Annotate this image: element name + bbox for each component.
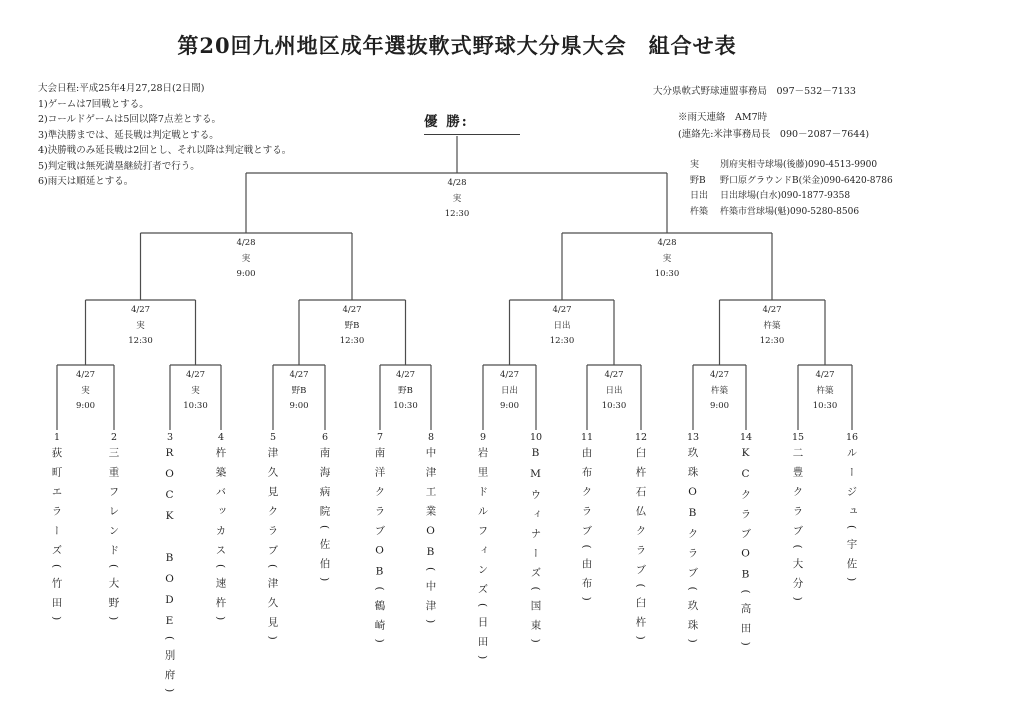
venue-detail: 日出球場(白水)090-1877-9358 xyxy=(720,191,851,201)
game-date: 4/28 xyxy=(447,178,467,188)
team-entry xyxy=(163,431,178,701)
game-label-r1-6 xyxy=(602,368,627,415)
team-name-text: BMウィナーズ xyxy=(529,447,542,587)
rule-item: 1)ゲームは7回戦とする。 xyxy=(38,98,149,110)
team-name xyxy=(686,447,701,652)
team-name-text: 岩里ドルフィンズ xyxy=(476,447,489,603)
game-date: 4/27 xyxy=(342,305,362,315)
game-date: 4/27 xyxy=(289,370,309,380)
game-venue: 実 xyxy=(81,385,90,396)
game-venue: 野B xyxy=(291,385,307,396)
game-label-qf-3 xyxy=(550,303,575,350)
rule-item: 4)決勝戦のみ延長戦は2回とし、それ以降は判定戦とする。 xyxy=(38,145,292,156)
team-name-text: 南海病院 xyxy=(318,447,331,525)
game-time: 10:30 xyxy=(183,401,208,411)
game-venue: 野B xyxy=(398,385,413,396)
team-name-text: 荻町エラーズ xyxy=(50,447,63,564)
game-date: 4/27 xyxy=(552,305,572,315)
team-name xyxy=(318,447,333,590)
game-label-r1-5 xyxy=(500,368,519,415)
team-name xyxy=(373,447,388,652)
team-number: 4 xyxy=(217,432,225,443)
game-venue: 実 xyxy=(241,253,251,264)
rule-item: 6)雨天は順延とする。 xyxy=(38,176,134,187)
team-region: (大分) xyxy=(791,544,804,610)
team-number: 13 xyxy=(686,432,700,443)
team-number: 1 xyxy=(53,432,61,443)
team-number: 15 xyxy=(791,432,805,443)
game-venue: 日出 xyxy=(500,385,518,396)
office-contact: 大分県軟式野球連盟事務局 097－532－7133 xyxy=(653,86,856,97)
team-entry xyxy=(424,431,439,632)
game-label-r1-8 xyxy=(813,368,838,415)
venue-detail: 別府実相寺球場(後藤)090-4513-9900 xyxy=(720,160,878,170)
team-entry xyxy=(214,431,229,629)
game-label-final xyxy=(445,176,470,223)
team-number: 3 xyxy=(166,432,174,443)
team-region: (津久見) xyxy=(266,564,279,649)
game-venue: 日出 xyxy=(605,385,623,396)
team-name xyxy=(424,447,439,632)
team-entry xyxy=(686,431,701,652)
team-name-text: 三重フレンド xyxy=(107,447,120,564)
game-label-qf-4 xyxy=(760,303,785,350)
rule-item: 2)コールドゲームは5回以降7点差とする。 xyxy=(38,114,221,125)
game-time: 10:30 xyxy=(393,401,418,411)
team-name xyxy=(266,447,281,649)
game-date: 4/27 xyxy=(815,370,835,380)
team-name xyxy=(580,447,595,610)
game-time: 9:00 xyxy=(75,401,96,411)
team-region: (大野) xyxy=(107,564,120,630)
game-date: 4/28 xyxy=(657,238,677,248)
team-number: 2 xyxy=(110,432,118,443)
game-label-qf-1 xyxy=(128,303,153,350)
venue-detail: 野口原グラウンドB(栄金)090-6420-8786 xyxy=(720,175,893,186)
team-region: (宇佐) xyxy=(845,525,858,591)
team-number: 14 xyxy=(739,432,753,443)
game-time: 10:30 xyxy=(812,401,838,411)
game-label-r1-2 xyxy=(183,368,208,415)
team-region: (高田) xyxy=(739,589,752,655)
team-number: 8 xyxy=(427,432,435,443)
game-time: 9:00 xyxy=(499,401,520,411)
game-time: 10:30 xyxy=(654,269,680,279)
team-region: (佐伯) xyxy=(318,525,331,591)
team-entry xyxy=(373,431,388,652)
game-date: 4/27 xyxy=(499,370,520,380)
team-name-text: 玖珠OBクラブ xyxy=(686,447,699,587)
game-date: 4/27 xyxy=(762,305,782,315)
team-region: (中津) xyxy=(424,567,437,633)
team-region: (日田) xyxy=(476,603,489,669)
game-date: 4/27 xyxy=(75,370,96,380)
team-name-text: 由布クラブ xyxy=(580,447,593,545)
game-time: 9:00 xyxy=(289,401,309,411)
team-entry xyxy=(529,431,544,652)
team-name xyxy=(107,447,122,629)
game-label-r1-7 xyxy=(710,368,729,415)
team-region: (国東) xyxy=(529,586,542,652)
team-name xyxy=(50,447,65,629)
team-name-text: 中津工業OB xyxy=(424,447,437,567)
team-name xyxy=(214,447,229,629)
team-number: 6 xyxy=(321,432,329,443)
game-date: 4/27 xyxy=(130,305,151,315)
game-time: 9:00 xyxy=(709,401,730,411)
game-date: 4/27 xyxy=(709,370,730,380)
team-entry xyxy=(107,431,122,629)
game-time: 10:30 xyxy=(601,401,627,411)
venue-detail: 杵築市営球場(魁)090-5280-8506 xyxy=(720,206,860,217)
rule-item: 5)判定戦は無死満塁継続打者で行う。 xyxy=(38,160,200,172)
team-entry xyxy=(318,431,333,590)
game-venue: 杵築 xyxy=(710,385,728,396)
game-venue: 実 xyxy=(662,253,672,264)
game-time: 12:30 xyxy=(444,209,470,219)
game-date: 4/28 xyxy=(236,238,256,248)
game-label-r1-1 xyxy=(76,368,95,415)
game-time: 9:00 xyxy=(236,269,256,279)
game-time: 12:30 xyxy=(128,336,153,346)
rain-notice: ※雨天連絡 AM7時 xyxy=(678,112,768,123)
team-region: (鶴崎) xyxy=(373,586,386,652)
game-time: 12:30 xyxy=(759,336,785,346)
team-number: 12 xyxy=(634,432,648,443)
team-region: (玖珠) xyxy=(686,586,699,652)
team-name-text: 南洋クラブOB xyxy=(373,447,386,587)
team-number: 9 xyxy=(479,432,487,443)
team-name-text: ROCK BODE xyxy=(163,447,176,636)
team-region: (臼杵) xyxy=(634,583,647,649)
page-title: 第20回九州地区成年選抜軟式野球大分県大会 組合せ表 xyxy=(177,33,737,58)
team-name-text: 津久見クラブ xyxy=(266,447,279,564)
tournament-schedule: 大会日程:平成25年4月27,28日(2日間) xyxy=(38,83,205,94)
team-entry xyxy=(580,431,595,610)
game-venue: 実 xyxy=(191,385,200,396)
team-region: (竹田) xyxy=(50,564,63,630)
team-name xyxy=(163,447,178,701)
game-label-sf-1 xyxy=(236,236,255,283)
team-name-text: 臼杵石仏クラブ xyxy=(634,447,647,584)
team-entry xyxy=(845,431,860,590)
team-name-text: 杵築バッカス xyxy=(214,447,227,564)
game-venue: 野B xyxy=(344,320,360,331)
game-venue: 日出 xyxy=(553,320,571,331)
team-entry xyxy=(739,431,754,655)
game-date: 4/27 xyxy=(185,370,206,380)
team-entry xyxy=(791,431,806,610)
game-label-r1-3 xyxy=(289,368,308,415)
game-time: 12:30 xyxy=(549,336,575,346)
venue-key: 野B xyxy=(690,175,706,186)
game-label-sf-2 xyxy=(655,236,680,283)
rain-contact-detail: (連絡先:米津事務局長 090－2087－7644) xyxy=(678,128,870,140)
team-name xyxy=(739,447,754,655)
team-number: 11 xyxy=(580,432,594,443)
game-label-r1-4 xyxy=(393,368,418,415)
team-name xyxy=(529,447,544,652)
team-entry xyxy=(50,431,65,629)
team-name-text: ルージュ xyxy=(845,447,858,525)
team-name-text: 二豊クラブ xyxy=(791,447,804,545)
game-label-qf-2 xyxy=(340,303,365,350)
team-entry xyxy=(266,431,281,649)
game-venue: 実 xyxy=(136,320,145,331)
game-date: 4/27 xyxy=(395,370,416,380)
team-name xyxy=(791,447,806,610)
team-region: (由布) xyxy=(580,544,593,610)
team-name-text: KCクラブOB xyxy=(739,447,752,590)
team-name xyxy=(476,447,491,668)
champion-label: 優 勝: xyxy=(424,110,520,135)
game-venue: 杵築 xyxy=(816,385,834,396)
team-region: (速杵) xyxy=(214,564,227,630)
team-entry xyxy=(634,431,649,649)
team-name xyxy=(845,447,860,590)
team-number: 7 xyxy=(376,432,384,443)
game-date: 4/27 xyxy=(604,370,624,380)
team-number: 5 xyxy=(269,432,277,443)
game-time: 12:30 xyxy=(339,336,365,346)
venue-key: 実 xyxy=(690,160,700,170)
game-venue: 杵築 xyxy=(763,320,781,331)
team-region: (別府) xyxy=(163,636,176,702)
venue-key: 日出 xyxy=(690,191,709,201)
game-venue: 実 xyxy=(452,193,462,204)
venue-key: 杵築 xyxy=(690,206,709,217)
rule-item: 3)準決勝までは、延長戦は判定戦とする。 xyxy=(38,129,219,141)
team-number: 10 xyxy=(529,432,543,443)
team-name xyxy=(634,447,649,649)
team-entry xyxy=(476,431,491,668)
team-number: 16 xyxy=(845,432,859,443)
